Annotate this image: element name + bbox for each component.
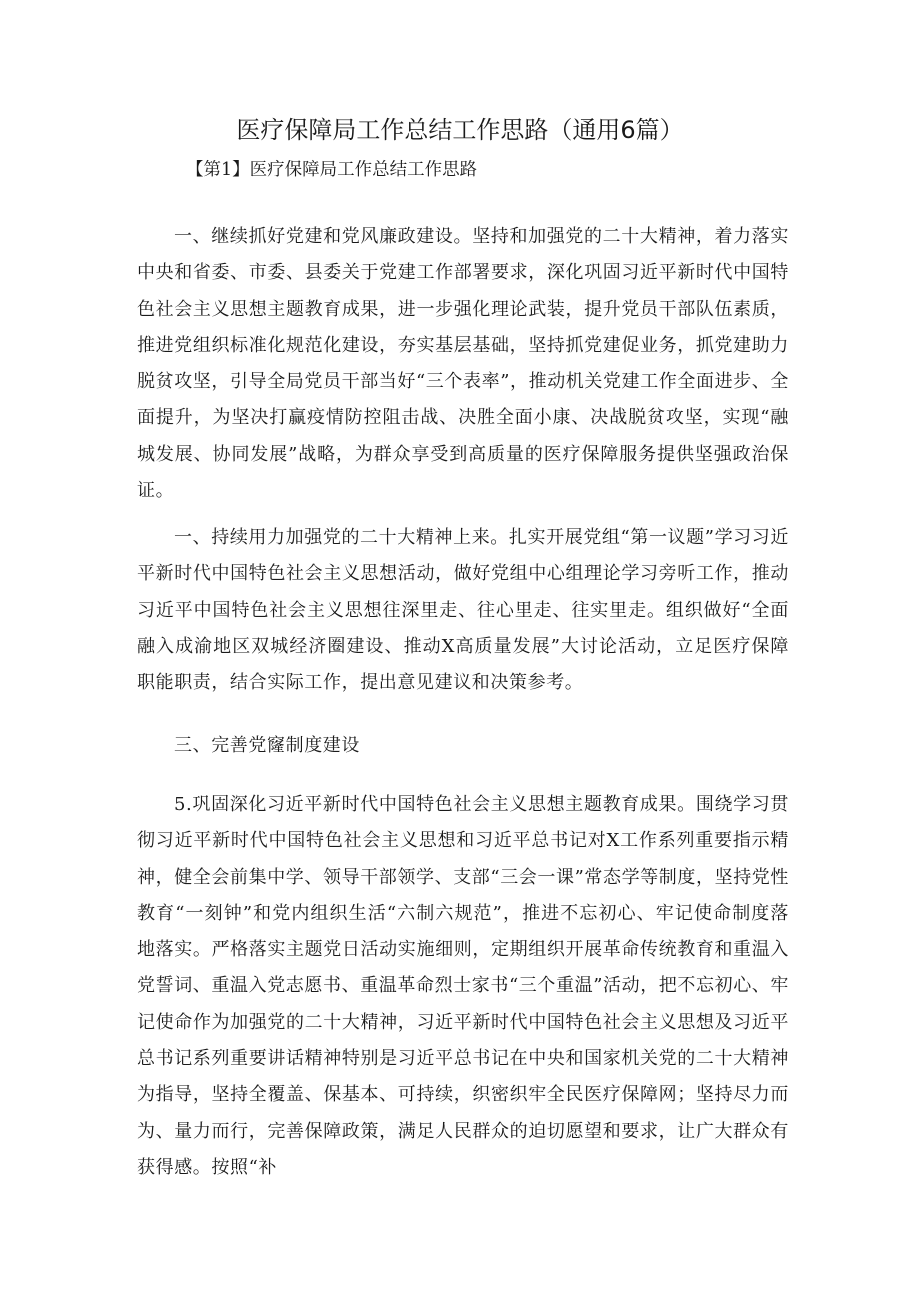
paragraph-theory-study: 一、持续用力加强党的二十大精神上来。扎实开展党组“第一议题”学习习近平新时代中国特色社会主义思想活动，做好党组中心组理论学习旁听工作，推动习近平中国特色社会主义思想往深里走、往心里走、往实里走。组织做好“全面融入成渝地区双城经济圈建设、推动X高质量发展”大讨论活动，立足医疗保障职能职责，结合实际工作，提出意见建议和决策参考。 [137, 527, 789, 694]
paragraph-education-results: 5.巩固深化习近平新时代中国特色社会主义思想主题教育成果。围绕学习贯彻习近平新时代中国特色社会主义思想和习近平总书记对X工作系列重要指示精神，健全会前集中学、领导干部领学、支部“三会一课”常态学等制度，坚持党性教育“一刻钟”和党内组织生活“六制六规范”，推进不忘初心、牢记使命制度落地落实。严格落实主题党日活动实施细则，定期组织开展革命传统教育和重温入党誓词、重温入党志愿书、重温革命烈士家书“三个重温”活动，把不忘初心、牢记使命作为加强党的二十大精神，习近平新时代中国特色社会主义思想及习近平总书记系列重要讲话精神特别是习近平总书记在中央和国家机关党的二十大精神为指导，坚持全覆盖、保基本、可持续，织密织牢全民医疗保障网；坚持尽力而为、量力而行，完善保障政策，满足人民群众的迫切愿望和要求，让广大群众有获得感。按照“补 [137, 794, 790, 1178]
document-title: 医疗保障局工作总结工作思路（通用6篇） [236, 116, 684, 144]
paragraph-party-building: 一、继续抓好党建和党风廉政建设。坚持和加强党的二十大精神，着力落实中央和省委、市委、县委关于党建工作部署要求，深化巩固习近平新时代中国特色社会主义思想主题教育成果，进一步强化理论武装，提升党员干部队伍素质，推进党组织标准化规范化建设，夯实基层基础，坚持抓党建促业务，抓党建助力脱贫攻坚，引导全局党员干部当好“三个表率”，推动机关党建工作全面进步、全面提升，为坚决打赢疫情防控阻击战、决胜全面小康、决战脱贫攻坚，实现“融城发展、协同发展”战略，为群众享受到高质量的医疗保障服务提供坚强政治保证。 [137, 226, 790, 502]
section-heading-system-building: 三、完善党窿制度建设 [174, 735, 360, 756]
section-subtitle: 【第1】医疗保障局工作总结工作思路 [186, 160, 478, 180]
